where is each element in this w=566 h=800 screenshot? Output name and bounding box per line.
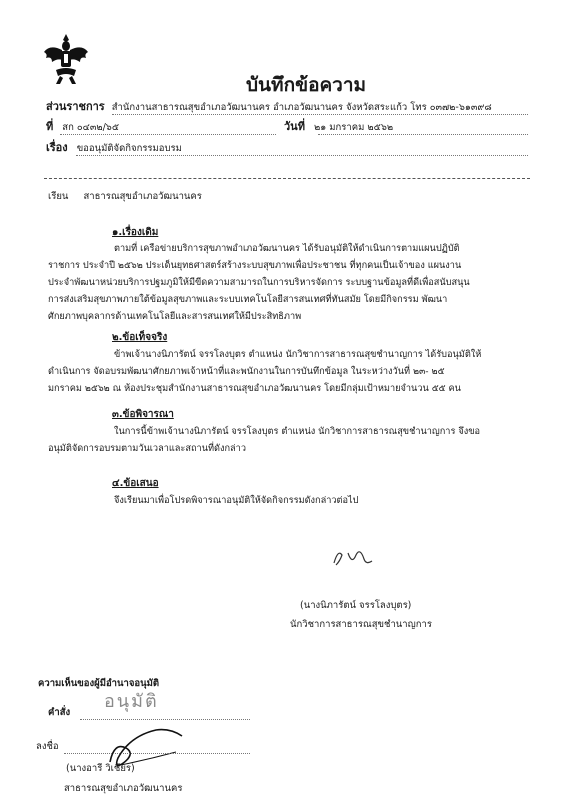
signature-mark: [330, 545, 390, 571]
to-value: สาธารณสุขอำเภอวัฒนานคร: [83, 191, 202, 202]
section-3-heading: ๓.ข้อพิจารณา: [112, 409, 174, 420]
date-row: [284, 120, 393, 134]
section-1-line: ตามที่ เครือข่ายบริการสุขภาพอำเภอวัฒนานคร ได้รับอนุมัติให้ดำเนินการตามแผนปฏิบัติ: [114, 243, 460, 254]
header-divider: [44, 178, 530, 179]
approved-stamp: อนุมัติ: [104, 691, 159, 712]
section-1-line: การส่งเสริมสุขภาพภายใต้ข้อมูลสุขภาพและระบบเทคโนโลยีสารสนเทศที่ทันสมัย โดยมีกิจกรรม พัฒนา: [48, 294, 448, 305]
section-2-body: [48, 346, 528, 397]
agency-value: สำนักงานสาธารณสุขอำเภอวัฒนานคร อำเภอวัฒนานคร จังหวัดสระแก้ว โทร ๐๓๗๒-๖๑๓๙๘: [111, 102, 492, 113]
subject-row: [46, 141, 182, 155]
section-3-line: ในการนี้ข้าพเจ้านางนิภารัตน์ จรรโลงบุตร ตำแหน่ง นักวิชาการสาธารณสุขชำนาญการ จึงขอ: [114, 426, 480, 437]
to-row: [48, 190, 202, 203]
subject-label: เรื่อง: [46, 141, 68, 154]
subject-value: ขออนุมัติจัดกิจกรรมอบรม: [76, 143, 182, 154]
agency-row: [46, 100, 492, 114]
section-1-line: ประจำพัฒนาหน่วยบริการปฐมภูมิให้มีขีดความสามารถในการบริหารจัดการ ระบบฐานข้อมูลที่ดีเพื่อสนับสนุน: [48, 277, 470, 288]
reference-value: สก ๐๔๓๒/๖๕: [62, 122, 120, 133]
section-1-line: ศักยภาพบุคลากรด้านเทคโนโลยีและสารสนเทศให้มีประสิทธิภาพ: [48, 311, 302, 322]
section-4-heading: ๔.ข้อเสนอ: [112, 478, 159, 489]
reference-label: ที่: [46, 120, 54, 133]
signature-position: นักวิชาการสาธารณสุขชำนาญการ: [290, 619, 432, 630]
date-value: ๒๑ มกราคม ๒๕๖๒: [313, 122, 394, 133]
section-3-line: อนุมัติจัดการอบรมตามวันเวลาและสถานที่ดังกล่าว: [48, 443, 246, 454]
section-3-body: [48, 423, 528, 457]
section-1-heading: ๑.เรื่องเดิม: [112, 227, 159, 238]
approval-heading: ความเห็นของผู้มีอำนาจอนุมัติ: [38, 678, 160, 689]
section-1-line: ราชการ ประจำปี ๒๕๖๒ ประเด็นยุทธศาสตร์สร้างระบบสุขภาพเพื่อประชาชน ที่ทุกคนเป็นเจ้าของ แผนงาน: [48, 260, 462, 271]
garuda-emblem-icon: [42, 30, 90, 86]
reference-row: [46, 120, 119, 134]
section-1-body: [48, 240, 528, 325]
memo-title: บันทึกข้อความ: [246, 74, 367, 96]
section-2-line: ข้าพเจ้านางนิภารัตน์ จรรโลงบุตร ตำแหน่ง นักวิชาการสาธารณสุขชำนาญการ ได้รับอนุมัติให้: [114, 349, 482, 360]
date-label: วันที่: [284, 120, 305, 133]
agency-label: ส่วนราชการ: [46, 100, 105, 113]
section-2-line: ดำเนินการ จัดอบรมพัฒนาศักยภาพเจ้าหน้าที่และพนักงานในการบันทึกข้อมูล ในระหว่างวันที่ ๒๓- ๒๕: [48, 366, 445, 377]
section-4-body: [48, 492, 528, 509]
to-label: เรียน: [48, 191, 69, 202]
signed-label: ลงชื่อ: [36, 741, 59, 752]
section-4-line: จึงเรียนมาเพื่อโปรดพิจารณาอนุมัติให้จัดกิจกรรมดังกล่าวต่อไป: [114, 495, 359, 506]
section-2-line: มกราคม ๒๕๖๒ ณ ห้องประชุมสำนักงานสาธารณสุขอำเภอวัฒนานคร โดยมีกลุ่มเป้าหมายจำนวน ๕๕ คน: [48, 383, 461, 394]
section-2-heading: ๒.ข้อเท็จจริง: [112, 332, 168, 343]
approver-position: สาธารณสุขอำเภอวัฒนานคร: [64, 783, 183, 794]
signature-name: (นางนิภารัตน์ จรรโลงบุตร): [300, 600, 412, 611]
order-label: คำสั่ง: [48, 707, 71, 718]
approver-name: (นางอารี วิเชียร): [66, 763, 135, 774]
